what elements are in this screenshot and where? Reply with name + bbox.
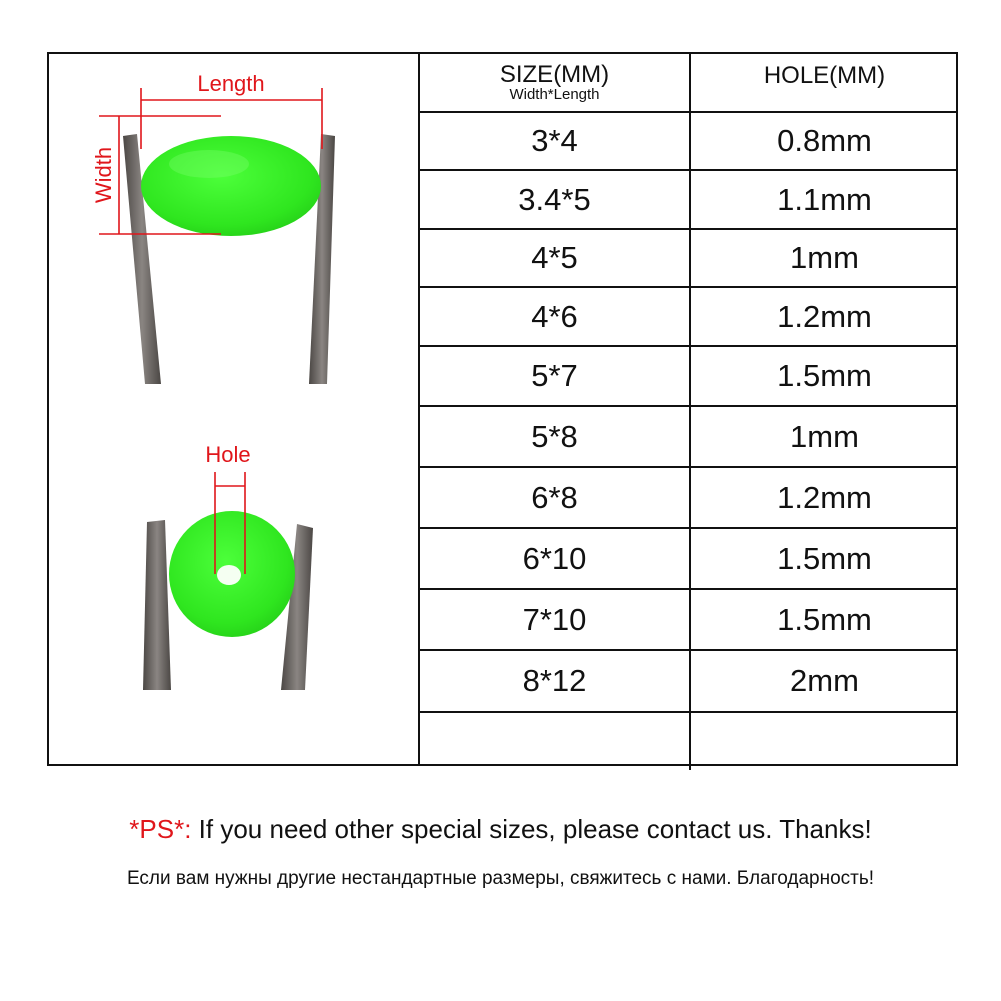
photo-panel	[49, 54, 420, 764]
green-bead-oval	[141, 136, 321, 236]
table-row	[420, 287, 958, 346]
table-row	[420, 112, 958, 170]
size-cell: 8*12	[420, 650, 690, 712]
ps-note	[0, 814, 1001, 845]
size-cell: 6*10	[420, 528, 690, 589]
hole-label: Hole	[205, 442, 251, 467]
table-row	[420, 528, 958, 589]
size-cell: 4*5	[420, 229, 690, 287]
size-cell: 4*6	[420, 287, 690, 346]
hole-header-cell	[690, 54, 958, 112]
size-cell: 5*7	[420, 346, 690, 406]
table-row	[420, 406, 958, 467]
size-header-cell	[420, 54, 690, 112]
ps-text: If you need other special sizes, please contact us. Thanks!	[191, 814, 872, 844]
hole-cell	[690, 712, 958, 770]
tweezer-left-arm-bottom	[143, 520, 171, 690]
ps-tag: *PS*:	[129, 814, 192, 844]
bead-diagram	[49, 54, 418, 764]
table-row	[420, 589, 958, 650]
size-cell: 5*8	[420, 406, 690, 467]
size-chart-frame	[47, 52, 958, 766]
size-cell	[420, 712, 690, 770]
table-row	[420, 346, 958, 406]
size-table	[420, 54, 958, 770]
table-row	[420, 170, 958, 229]
table-row	[420, 229, 958, 287]
ps-note-russian: Если вам нужны другие нестандартные размеры, свяжитесь с нами. Благодарность!	[126, 868, 875, 889]
hole-cell: 1.2mm	[690, 287, 958, 346]
bead-side-view-image	[123, 134, 335, 384]
hole-cell: 1.5mm	[690, 528, 958, 589]
bead-highlight	[169, 150, 249, 178]
size-cell: 7*10	[420, 589, 690, 650]
size-cell: 3.4*5	[420, 170, 690, 229]
bead-hole	[217, 565, 241, 585]
width-label: Width	[91, 146, 116, 204]
hole-header: HOLE(MM)	[763, 61, 886, 89]
size-header-sub: Width*Length	[509, 85, 600, 103]
hole-cell: 1.5mm	[690, 589, 958, 650]
hole-cell: 1.5mm	[690, 346, 958, 406]
table-row	[420, 467, 958, 528]
hole-cell: 1mm	[690, 406, 958, 467]
size-cell: 6*8	[420, 467, 690, 528]
hole-cell: 2mm	[690, 650, 958, 712]
hole-cell: 1mm	[690, 229, 958, 287]
table-row	[420, 712, 958, 770]
size-cell: 3*4	[420, 112, 690, 170]
size-header: SIZE(MM)	[499, 60, 610, 88]
hole-cell: 0.8mm	[690, 112, 958, 170]
table-row	[420, 650, 958, 712]
table-header-row	[420, 54, 958, 112]
bead-front-view-image	[143, 511, 313, 690]
hole-cell: 1.1mm	[690, 170, 958, 229]
length-label: Length	[197, 71, 265, 96]
hole-cell: 1.2mm	[690, 467, 958, 528]
